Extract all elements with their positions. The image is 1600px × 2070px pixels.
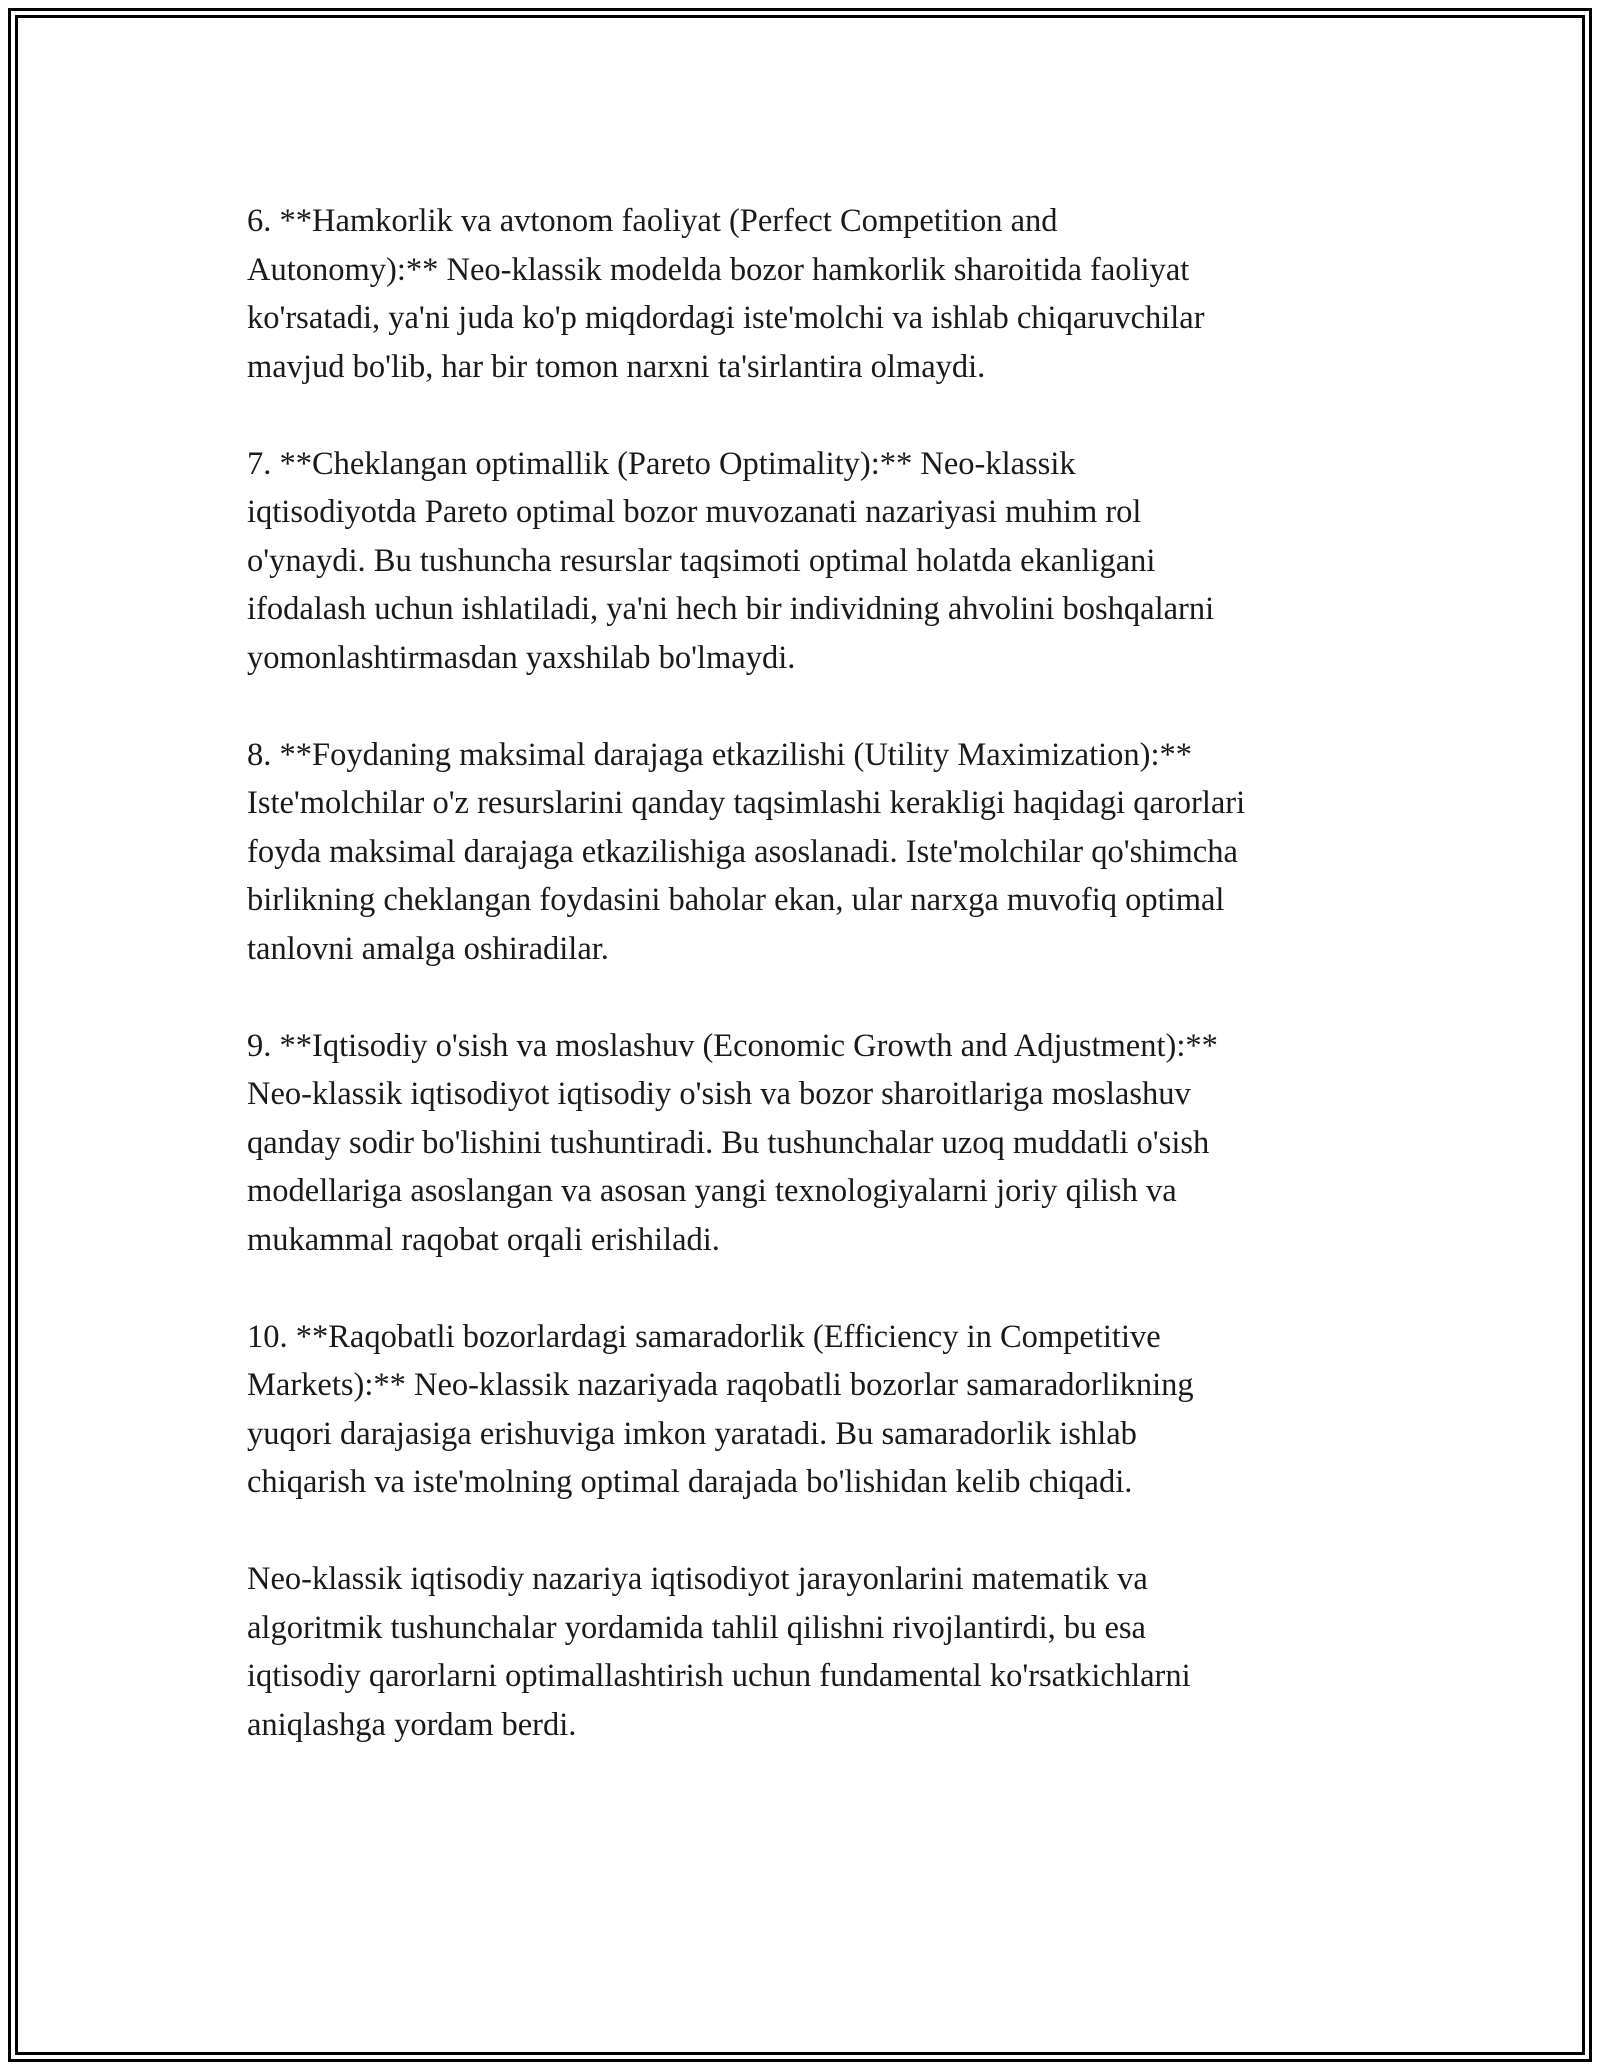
paragraph-conclusion: Neo-klassik iqtisodiy nazariya iqtisodiyot jarayonlarini matematik va algoritmik tushunchalar yordamida tahlil qilishni rivojlantirdi, bu esa iqtisodiy qarorlarni optimallashtirish uchun fundamental ko'rsatkichlarni aniqlashga yordam berdi.: [247, 1561, 1191, 1743]
paragraph-item-8: 8. **Foydaning maksimal darajaga etkazilishi (Utility Maximization):** Iste'molchilar o'z resurslarini qanday taqsimlashi kerakligi haqidagi qarorlari foyda maksimal darajaga etkazilishiga asoslanadi. Iste'molchilar qo'shimcha birlikning cheklangan foydasini baholar ekan, ular narxga muvofiq optimal tanlovni amalga oshiradilar.: [247, 736, 1246, 967]
paragraph-item-6: 6. **Hamkorlik va avtonom faoliyat (Perfect Competition and Autonomy):** Neo-klassik modelda bozor hamkorlik sharoitida faoliyat ko'rsatadi, ya'ni juda ko'p miqdordagi iste'molchi va ishlab chiqaruvchilar mavjud bo'lib, har bir tomon narxni ta'sirlantira olmaydi.: [247, 203, 1205, 385]
paragraph-item-10: 10. **Raqobatli bozorlardagi samaradorlik (Efficiency in Competitive Markets):** Neo-klassik nazariyada raqobatli bozorlar samaradorlikning yuqori darajasiga erishuviga imkon yaratadi. Bu samaradorlik ishlab chiqarish va iste'molning optimal darajada bo'lishidan kelib chiqadi.: [247, 1318, 1194, 1500]
paragraph-item-7: 7. **Cheklangan optimallik (Pareto Optimality):** Neo-klassik iqtisodiyotda Pareto optimal bozor muvozanati nazariyasi muhim rol o'ynaydi. Bu tushuncha resurslar taqsimoti optimal holatda ekanligani ifodalash uchun ishlatiladi, ya'ni hech bir individning ahvolini boshqalarni yomonlashtirmasdan yaxshilab bo'lmaydi.: [247, 445, 1215, 676]
page-frame: [8, 8, 1592, 2062]
paragraph-item-9: 9. **Iqtisodiy o'sish va moslashuv (Economic Growth and Adjustment):** Neo-klassik iqtisodiyot iqtisodiy o'sish va bozor sharoitlariga moslashuv qanday sodir bo'lishini tushuntiradi. Bu tushunchalar uzoq muddatli o'sish modellariga asoslangan va asosan yangi texnologiyalarni joriy qilish va mukammal raqobat orqali erishiladi.: [247, 1027, 1218, 1258]
document-body: [247, 197, 1382, 1798]
